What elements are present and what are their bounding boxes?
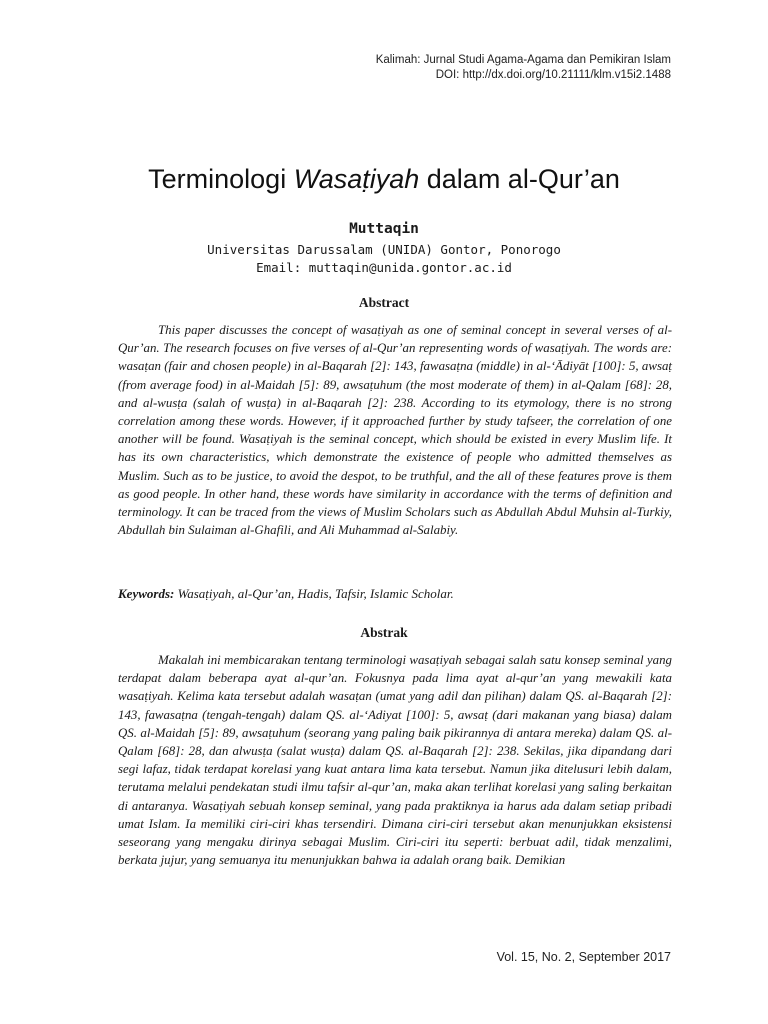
- journal-header: [376, 53, 671, 83]
- keywords-label: Keywords:: [118, 586, 175, 601]
- keywords-text: Wasaṭiyah, al-Qur’an, Hadis, Tafsir, Islamic Scholar.: [174, 586, 454, 601]
- paper-title: [0, 162, 768, 196]
- journal-name: Kalimah: Jurnal Studi Agama-Agama dan Pemikiran Islam: [375, 54, 671, 66]
- title-suffix: dalam al-Qur’an: [419, 164, 620, 194]
- author-email: Email: muttaqin@unida.gontor.ac.id: [256, 260, 512, 275]
- keywords-line: [118, 585, 672, 603]
- abstrak-heading: Abstrak: [360, 625, 408, 640]
- abstract-text: This paper discusses the concept of wasaṭiyah as one of seminal concept in several verses of al-Qur’an. The research focuses on five verses of al-Qur’an representing words of wasaṭiyah. The words are: wasaṭan (fair and chosen people) in al-Baqarah [2]: 143, fawasaṭna (middle) in al-‘Ādiyāt [100]: 5, awsaṭ (from average food) in al-Maidah [5]: 89, awsaṭuhum (the most moderate of them) in al-Qalam [68]: 28, and al-wusṭa (salah of wusṭa) in al-Baqarah [2]: 238. According to its etymology, there is no strong correlation among these words. However, if it approached further by study tafseer, the correlation of one another will be found. Wasaṭiyah is the seminal concept, which should be existed in every Muslim life. It has its own characteristics, which demonstrate the existence of people who admitted themselves as Muslim. Such as to be justice, to avoid the despot, to be truthful, and the all of these features prove is them as good people. In other hand, these words have similarity in accordance with the terms of definition and terminology. It can be traced from the views of Muslim Scholars such as Abdullah Abdul Muhsin al-Turkiy, Abdullah bin Sulaiman al-Ghafili, and Ali Muhammad al-Salabiy.: [118, 323, 672, 538]
- issue-footer: Vol. 15, No. 2, September 2017: [496, 950, 671, 964]
- abstrak-text: Makalah ini membicarakan tentang terminologi wasaṭiyah sebagai salah satu konsep seminal yang terdapat dalam beberapa ayat al-qur’an. Fokusnya pada lima ayat al-qur’an yang mewakili kata wasaṭiyah. Kelima kata tersebut adalah wasaṭan (umat yang adil dan pilihan) dalam QS. al-Baqarah [2]: 143, fawasaṭna (tengah-tengah) dalam QS. al-‘Adiyat [100]: 5, awsaṭ (dari makanan yang biasa) dalam QS. al-Maidah [5]: 89, awsaṭuhum (seorang yang paling baik pikirannya di antara mereka) dalam QS. al-Qalam [68]: 28, dan alwusṭa (salat wusṭa) dalam QS. al-Baqarah [2]: 238. Sekilas, jika dipandang dari segi lafaz, tidak terdapat korelasi yang kuat antara lima kata tersebut. Namun jika ditelusuri lebih dalam, terutama melalui pendekatan studi ilmu tafsir al-qur’an, maka akan terlihat korelasi yang saling berkaitan di antaranya. Wasaṭiyah sebuah konsep seminal, yang pada praktiknya ia harus ada dalam setiap pribadi umat Islam. Ia memiliki ciri-ciri khas tersendiri. Dimana ciri-ciri tersebut akan menunjukkan eksistensi seseorang yang mengaku dirinya sebagai Muslim. Ciri-ciri itu seperti: berbuat adil, tidak menzalimi, berkata jujur, yang semuanya itu menunjukkan bahwa ia adalah orang baik. Demikian: [118, 653, 672, 868]
- doi-line: DOI: http://dx.doi.org/10.21111/klm.v15i2.1488: [435, 69, 671, 81]
- abstract-heading: Abstract: [358, 295, 410, 310]
- title-term: Wasaṭiyah: [293, 164, 420, 194]
- author-name: Muttaqin: [349, 221, 419, 237]
- author-affiliation: Universitas Darussalam (UNIDA) Gontor, Ponorogo: [207, 242, 561, 257]
- title-prefix: Terminologi: [148, 164, 294, 194]
